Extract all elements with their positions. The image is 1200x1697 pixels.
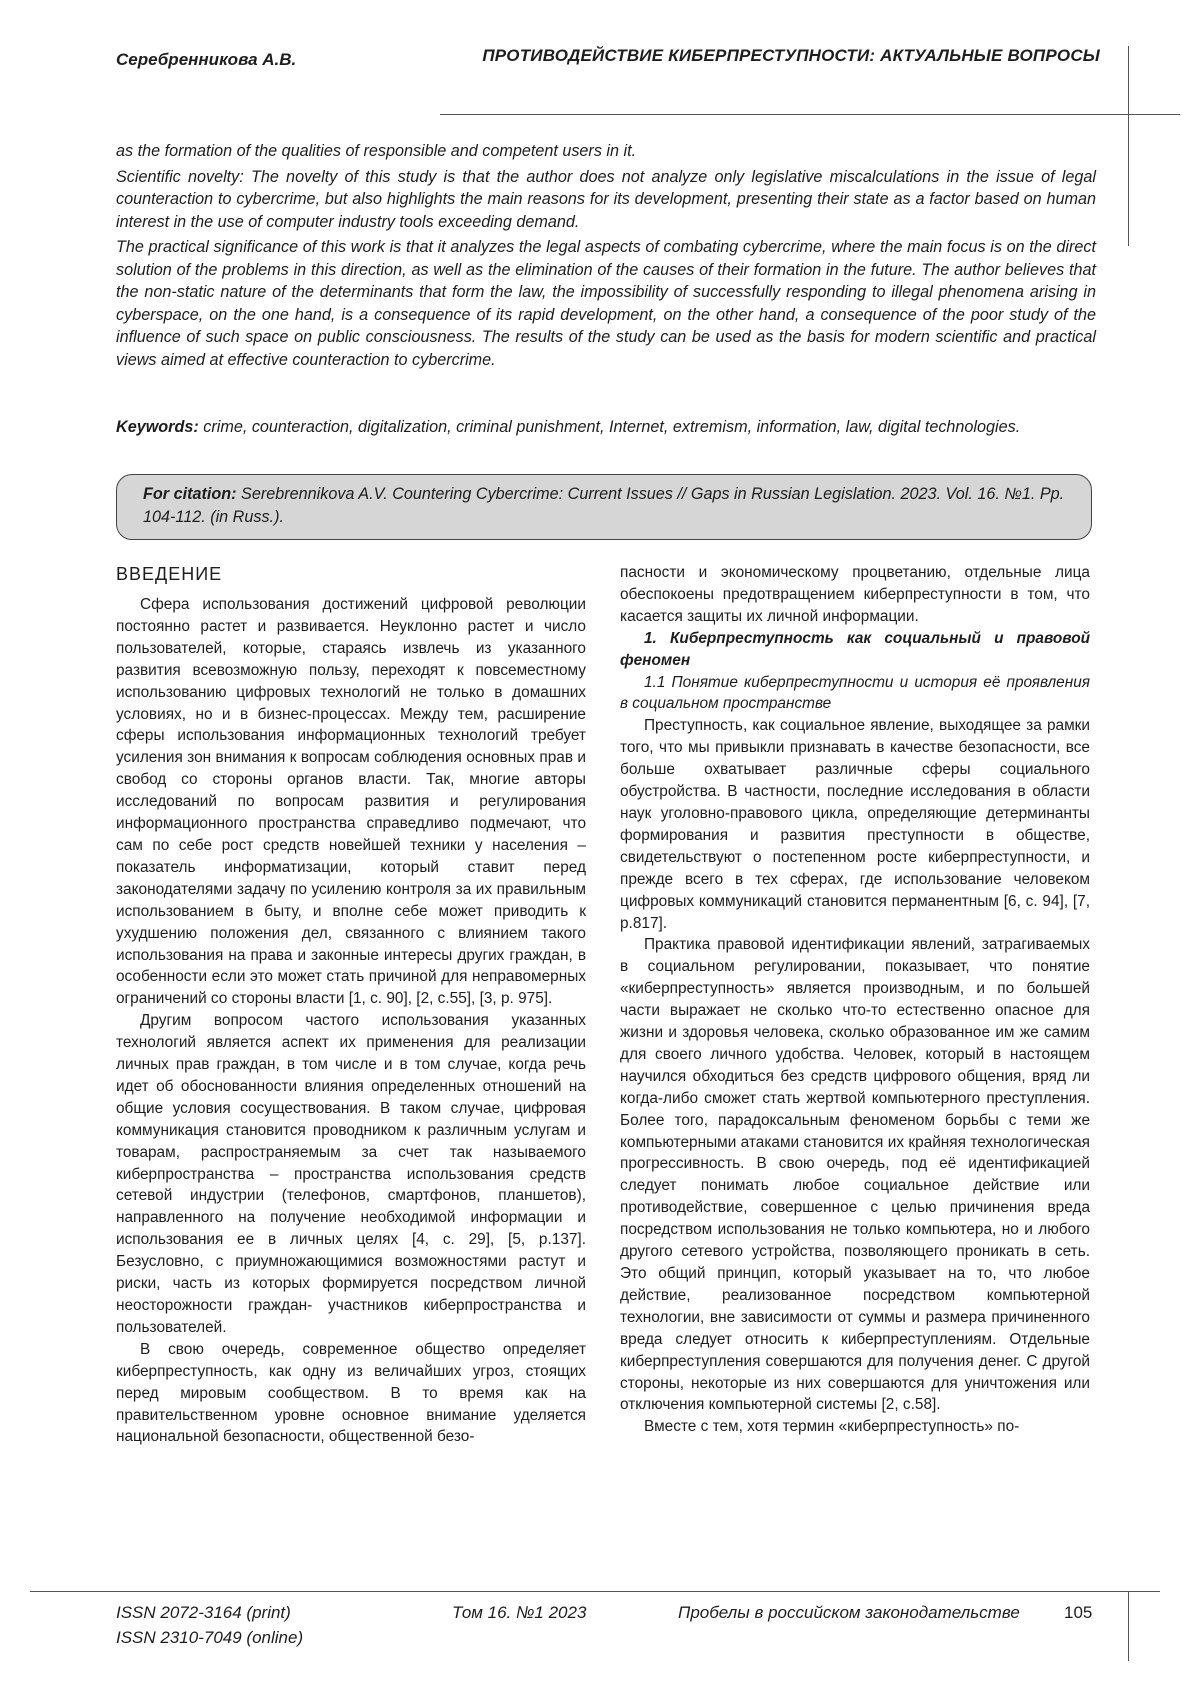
subsubsection-heading: 1.1 Понятие киберпреступности и история её проявления в социальном пространстве	[620, 673, 1090, 713]
body-paragraph: Сфера использования достижений цифровой революции постоянно растет и развивается. Неуклонно растет и число пользователей, которые, стараясь извлечь из указанного развития всевозможную пользу, переходят к повсеместному использованию цифровых технологий не только в домашних условиях, но и в бизнес-процессах. Между тем, расширение сферы использования информационных технологий требует усиления зон внимания к вопросам соблюдения основных прав и свобод со стороны органов власти. Так, многие авторы исследований по вопросам развития и регулирования информационного пространства справедливо подмечают, что сам по себе рост средств новейшей техники у населения – показатель информатизации, который ставит перед законодателями задачу по усилению контроля за их правильным использованием в быту, и вполне себе может приводить к ухудшению положения дел, связанного с влиянием такого использования на права и законные интересы других граждан, в особенности если это может стать причиной для неправомерных ограничений со стороны власти [1, с. 90], [2, с.55], [3, p. 975].	[116, 596, 586, 1008]
running-author: Серебренникова А.В.	[116, 50, 297, 69]
abstract	[116, 140, 1096, 374]
keywords-label: Keywords:	[116, 418, 199, 436]
citation-box	[116, 474, 1092, 540]
left-column	[116, 562, 586, 1448]
footer-horizontal-rule	[30, 1591, 1160, 1592]
citation-text: Serebrennikova A.V. Countering Cybercrime: Current Issues // Gaps in Russian Legislation. 2023. Vol. 16. №1. Pp. 104-112. (in Russ.).	[143, 485, 1065, 526]
abstract-paragraph: Scientific novelty: The novelty of this study is that the author does not analyze only legislative miscalculations in the issue of legal counteraction to cybercrime, but also highlights the main reasons for its development, presenting their state as a factor based on human interest in the use of computer industry tools exceeding demand.	[116, 167, 1096, 231]
page-number: 105	[1064, 1603, 1093, 1622]
body-paragraph: Практика правовой идентификации явлений, затрагиваемых в социальном регулировании, показывает, что понятие «киберпреступность» является производным, и по большей части выражает не сколько что-то естественно опасное для жизни и здоровья человека, сколько образованное им же самим для своего личного удобства. Человек, который в настоящем научился обходиться без средств цифрового общения, вряд ли когда-либо сможет стать жертвой компьютерного преступления. Более того, парадоксальным феноменом борьбы с теми же компьютерными атаками становится их крайняя технологическая прогрессивность. В свою очередь, под её идентификацией следует понимать любое социальное действие или противодействие, совершенное с целью причинения вреда посредством использования не только компьютера, но и любого другого сетевого устройства, позволяющего проникать в сеть. Это общий принцип, который указывает на то, что любое действие, реализованное посредством компьютерной технологии, вне зависимости от суммы и размера причиненного вреда следует относить к киберпреступлениям. Отдельные киберпреступления совершаются для получения денег. С другой стороны, некоторые из них совершаются для уничтожения или отключения компьютерной системы [2, с.58].	[620, 936, 1090, 1414]
header-vertical-rule	[1128, 46, 1129, 246]
body-paragraph: Другим вопросом частого использования указанных технологий является аспект их применения для реализации личных прав граждан, в том числе и в том случае, когда речь идет об обоснованности влияния определенных отношений на общие условия сосуществования. В таком случае, цифровая коммуникация становится проводником к различным услугам и товарам, распространяемым за счет так называемого киберпространства – пространства использования средств сетевой индустрии (телефонов, смартфонов, планшетов), направленного на получение необходимой информации и использования ее в личных целях [4, с. 29], [5, p.137]. Безусловно, с приумножающимися возможностями растут и риски, часть из которых формируется посредством личной неосторожности граждан- участников киберпространства и пользователей.	[116, 1012, 586, 1336]
volume-issue: Том 16. №1 2023	[452, 1603, 587, 1622]
abstract-paragraph: as the formation of the qualities of responsible and competent users in it.	[116, 142, 637, 160]
header-horizontal-rule	[440, 114, 1180, 115]
journal-name: Пробелы в российском законодательстве	[678, 1603, 1020, 1622]
abstract-paragraph: The practical significance of this work is that it analyzes the legal aspects of combating cybercrime, where the main focus is on the direct solution of the problems in this direction, as well as the elimination of the causes of their formation in the future. The author believes that the non-static nature of the determinants that form the law, the impossibility of successfully responding to illegal phenomena arising in cyberspace, on the one hand, is a consequence of its rapid development, on the other hand, a consequence of the poor study of the influence of such space on public consciousness. The results of the study can be used as the basis for modern scientific and practical views aimed at effective counteraction to cybercrime.	[116, 238, 1096, 369]
keywords	[116, 416, 1096, 439]
issn-print: ISSN 2072-3164 (print)	[116, 1603, 291, 1622]
keywords-text: crime, counteraction, digitalization, criminal punishment, Internet, extremism, information, law, digital technologies.	[203, 418, 1021, 436]
running-title: ПРОТИВОДЕЙСТВИЕ КИБЕРПРЕСТУПНОСТИ: АКТУАЛЬНЫЕ ВОПРОСЫ	[482, 46, 1100, 65]
section-heading: ВВЕДЕНИЕ	[116, 564, 223, 584]
footer-vertical-rule	[1128, 1591, 1129, 1661]
body-paragraph: пасности и экономическому процветанию, отдельные лица обеспокоены предотвращением киберпреступности в том, что касается защиты их личной информации.	[620, 564, 1090, 625]
citation-label: For citation:	[143, 485, 237, 503]
subsection-heading: 1. Киберпреступность как социальный и правовой феномен	[620, 629, 1090, 669]
right-column	[620, 562, 1090, 1438]
body-paragraph: Вместе с тем, хотя термин «киберпреступность» по-	[644, 1418, 1020, 1436]
issn-online: ISSN 2310-7049 (online)	[116, 1628, 304, 1647]
body-paragraph: Преступность, как социальное явление, выходящее за рамки того, что мы привыкли признавать в качестве безопасности, все больше охватывает различные сферы социального обустройства. В частности, последние исследования в области наук уголовно-правового цикла, определяющие детерминанты формирования и развития преступности в обществе, свидетельствуют о постепенном росте киберпреступности, и прежде всего в тех сферах, где использование человеком цифровых коммуникаций становится перманентным [6, с. 94], [7, p.817].	[620, 717, 1090, 932]
body-paragraph: В свою очередь, современное общество определяет киберпреступность, как одну из величайших угроз, стоящих перед мировым сообществом. В то время как на правительственном уровне основное внимание уделяется национальной безопасности, общественной безо-	[116, 1340, 586, 1446]
